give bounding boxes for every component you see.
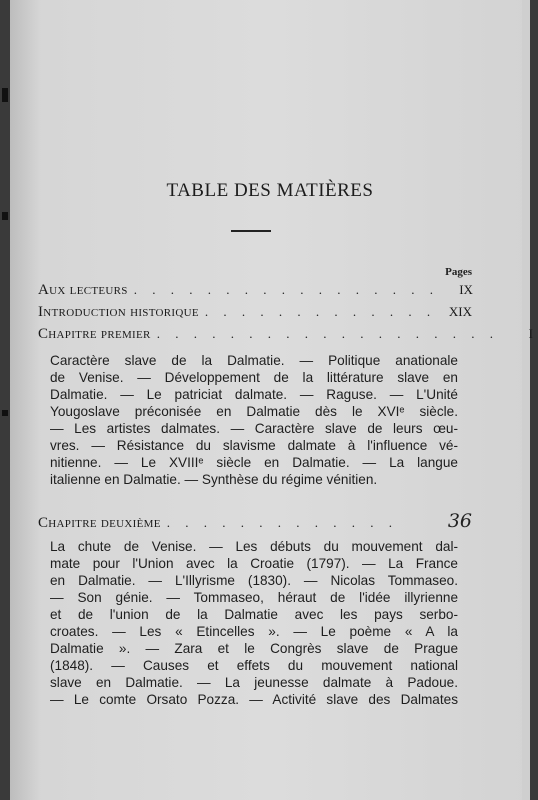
- toc-entry-label: Chapitre premier: [38, 326, 151, 342]
- chapter-2-summary: [50, 538, 458, 708]
- toc-entry-chapitre-deuxieme: [38, 510, 472, 530]
- toc-leader-dots: . . . . . . . . . . . . .: [166, 515, 398, 530]
- toc-entry-label: Aux lecteurs: [38, 282, 128, 298]
- toc-entry-introduction: [38, 304, 472, 324]
- summary-line: mate pour l'Union avec la Croatie (1797). — La France: [50, 556, 458, 571]
- page-right-edge: [522, 0, 530, 800]
- summary-line: — Le comte Orsato Pozza. — Activité slave des Dalmates: [50, 692, 458, 707]
- summary-line: et de l'union de la Dalmatie avec les pays serbo-: [50, 607, 458, 622]
- title-rule: [231, 230, 271, 232]
- chapter-1-summary: [50, 352, 458, 488]
- summary-line: Dalmatie ». — Zara et le Congrès slave de Prague: [50, 641, 458, 656]
- page-title: TABLE DES MATIÈRES: [166, 180, 374, 201]
- toc-entry-chapitre-premier: [38, 326, 533, 346]
- toc-page-number-handwritten: 36: [447, 510, 472, 532]
- summary-line: Yougoslave préconisée en Dalmatie dès le XVIᵉ siècle.: [50, 404, 458, 419]
- toc-page-number: IX: [459, 282, 473, 297]
- toc-entry-aux-lecteurs: [38, 282, 472, 302]
- toc-entry-label: Introduction historique: [38, 304, 199, 320]
- summary-line: italienne en Dalmatie. — Synthèse du régime vénitien.: [50, 472, 378, 487]
- toc-page-number: XIX: [448, 304, 472, 319]
- pages-column-label: Pages: [445, 266, 472, 278]
- summary-line: de Venise. — Développement de la littérature slave en: [50, 370, 458, 385]
- toc-leader-dots: . . . . . . . . . . . . . . . . .: [133, 282, 439, 297]
- summary-line: croates. — Les « Etincelles ». — Le poème « A la: [50, 624, 458, 639]
- toc-leader-dots: . . . . . . . . . . . . .: [204, 304, 437, 319]
- summary-line: vres. — Résistance du slavisme dalmate à l'influence vé-: [50, 438, 458, 453]
- summary-line: nitienne. — Le XVIIIᵉ siècle en Dalmatie. — La langue: [50, 455, 458, 470]
- summary-line: slave en Dalmatie. — La jeunesse dalmate à Padoue.: [50, 675, 458, 690]
- summary-line: — Les artistes dalmates. — Caractère slave de leurs œu-: [50, 421, 458, 436]
- summary-line: (1848). — Causes et effets du mouvement national: [50, 658, 458, 673]
- toc-entry-label: Chapitre deuxième: [38, 515, 161, 531]
- summary-line: La chute de Venise. — Les débuts du mouvement dal-: [50, 539, 458, 554]
- binding-edge: [0, 0, 10, 800]
- toc-page-number: I: [528, 326, 533, 341]
- summary-line: Caractère slave de la Dalmatie. — Politique anationale: [50, 353, 458, 368]
- summary-line: Dalmatie. — Le patriciat dalmate. — Raguse. — L'Unité: [50, 387, 458, 402]
- book-page: [10, 0, 533, 800]
- toc-leader-dots: . . . . . . . . . . . . . . . . . . .: [156, 326, 499, 341]
- summary-line: en Dalmatie. — L'Illyrisme (1830). — Nicolas Tommaseo.: [50, 573, 458, 588]
- summary-line: — Son génie. — Tommaseo, héraut de l'idée illyrienne: [50, 590, 458, 605]
